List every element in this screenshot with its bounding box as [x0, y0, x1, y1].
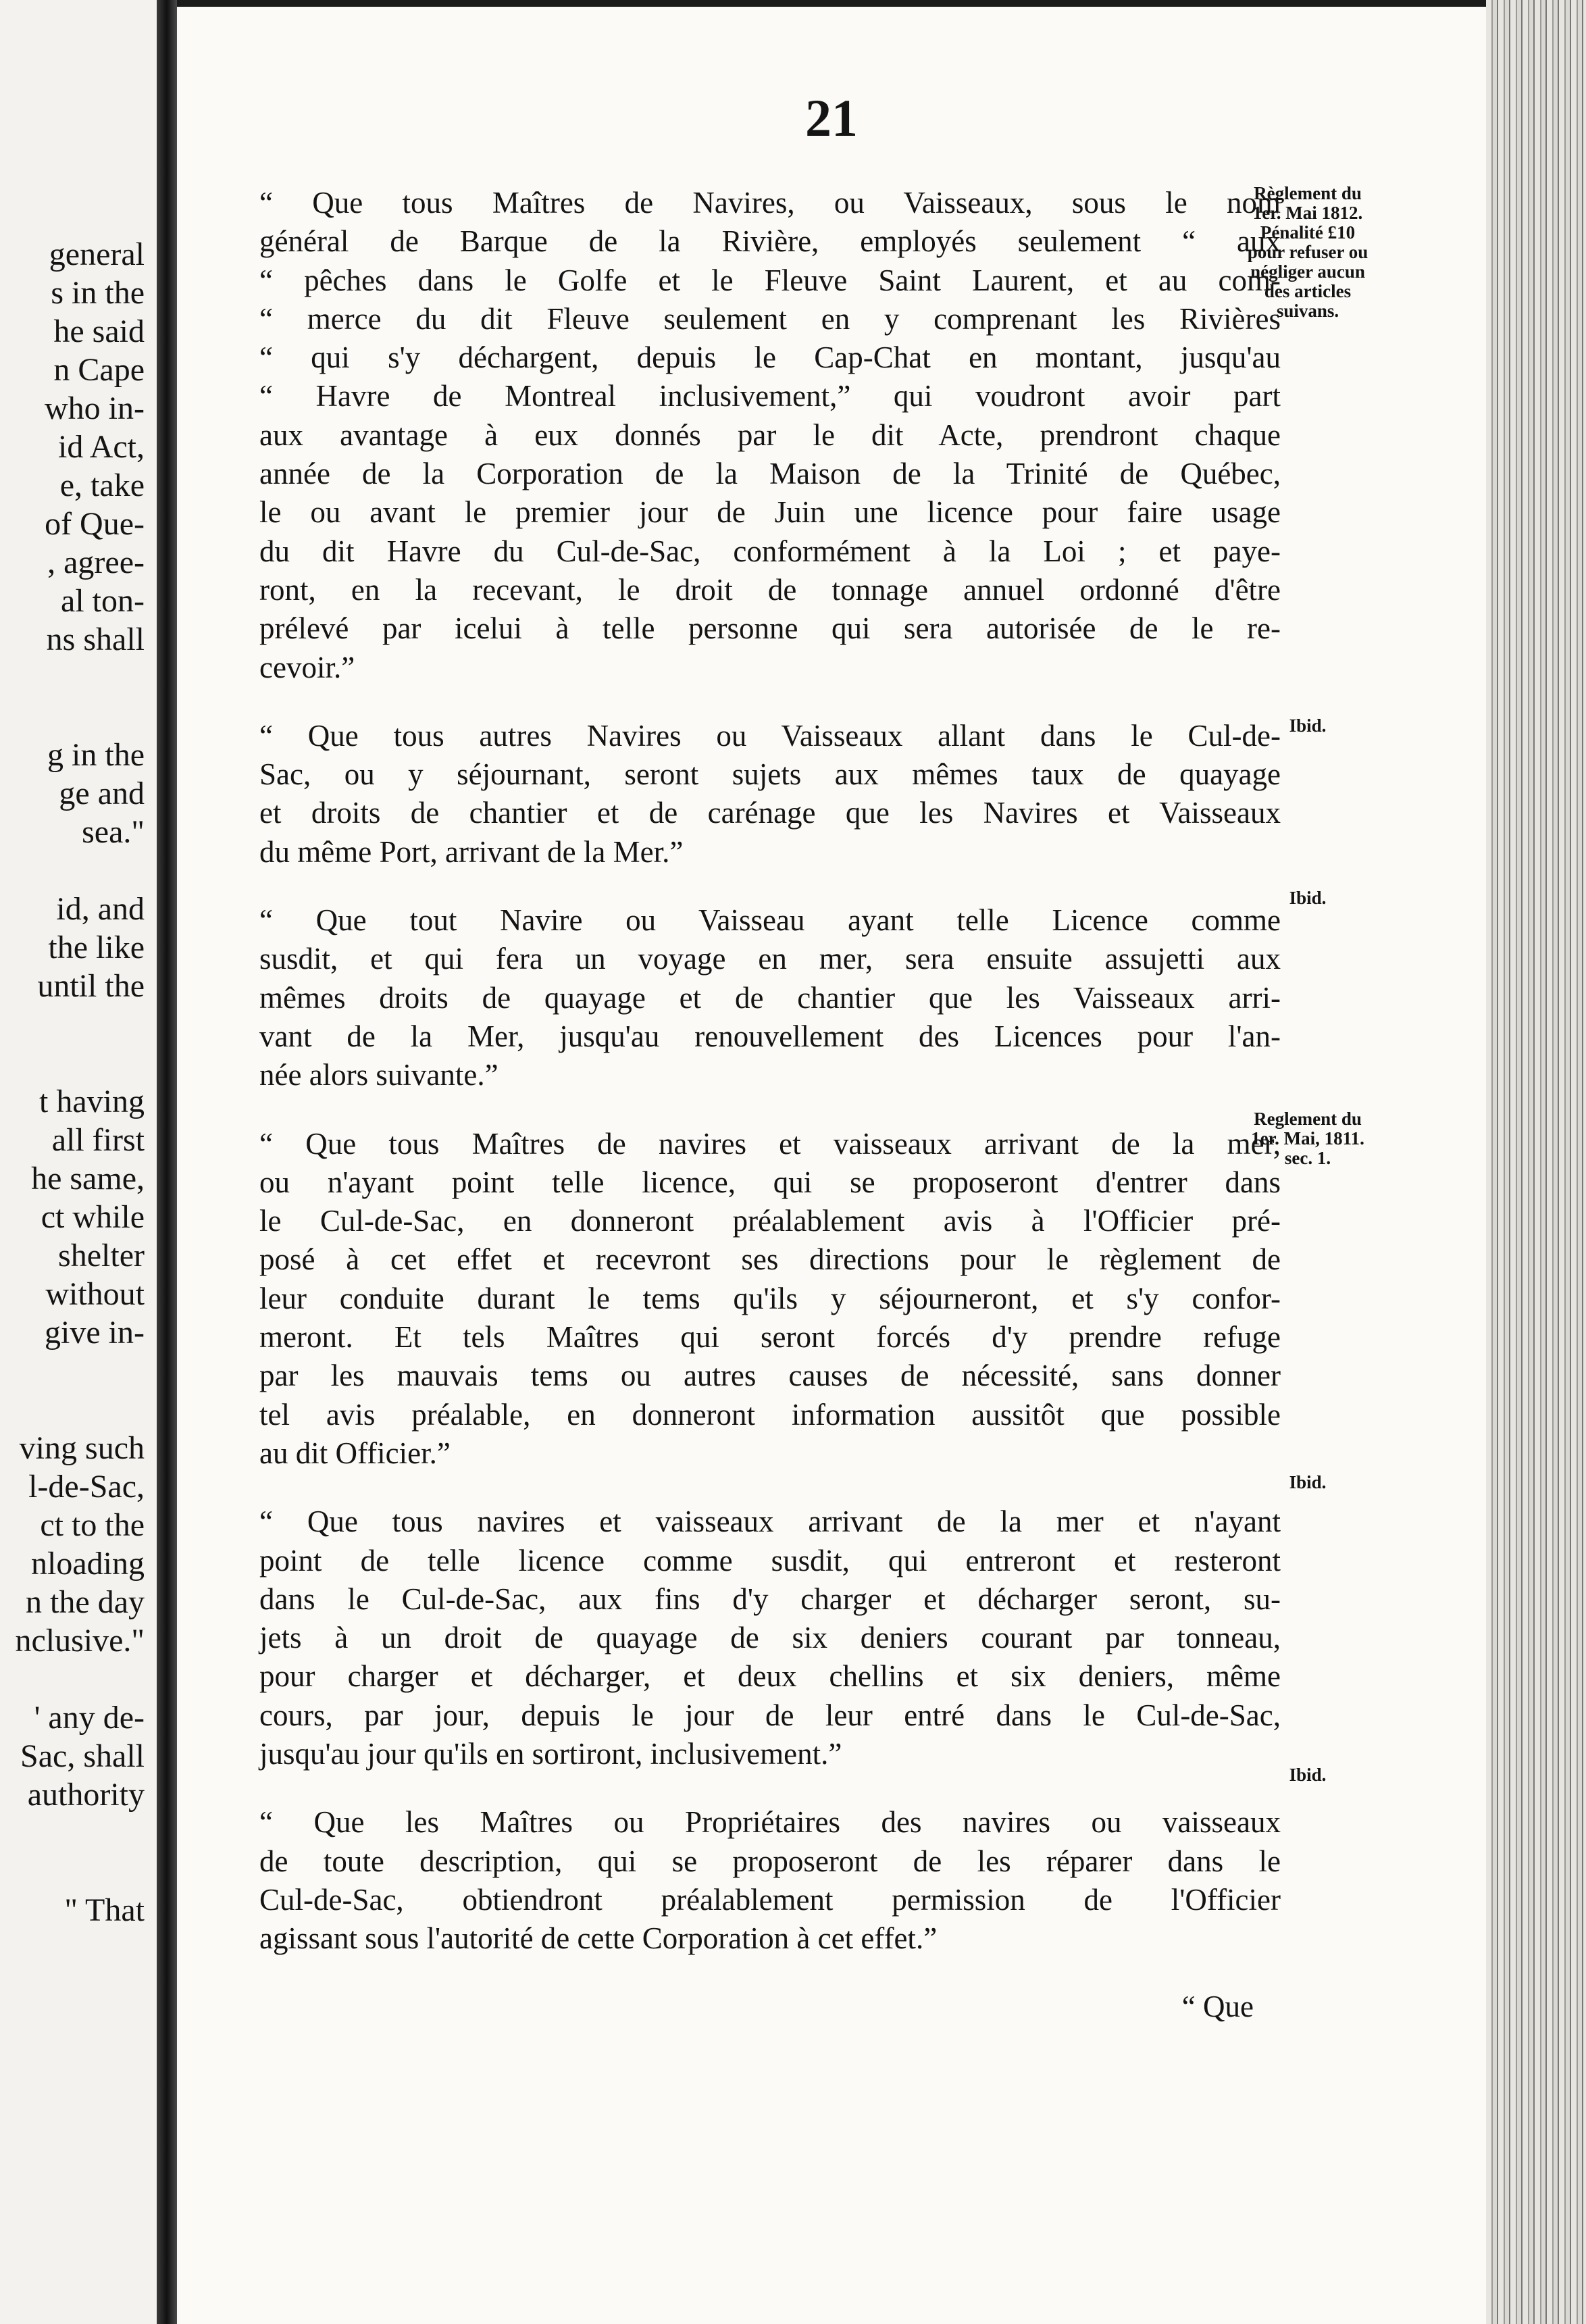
previous-page-line: ct to the	[40, 1507, 145, 1543]
paragraph	[232, 1125, 1281, 1473]
previous-page-line: the like	[48, 930, 145, 965]
margin-note-ibid-1: Ibid.	[1289, 715, 1327, 736]
previous-page-line	[15, 659, 145, 697]
text-line: “ Que tous Maîtres de navires et vaisseaux arrivant de la mer,	[259, 1126, 1281, 1161]
previous-page-line: s in the	[51, 275, 145, 311]
text-line: cours, par jour, depuis le jour de leur entré dans le Cul-de-Sac,	[259, 1698, 1281, 1732]
previous-page-edge	[0, 0, 157, 2324]
previous-page-line: until the	[37, 968, 145, 1004]
text-line: “ qui s'y déchargent, depuis le Cap-Chat en montant, jusqu'au	[259, 340, 1281, 375]
previous-page-line: all first	[51, 1122, 145, 1158]
previous-page-line: he said	[53, 313, 145, 349]
text-line: née alors suivante.”	[259, 1058, 498, 1092]
text-line: aux avantage à eux donnés par le dit Acte, prendront chaque	[259, 418, 1281, 452]
previous-page-line: sea."	[82, 814, 145, 850]
text-line: le Cul-de-Sac, en donneront préalablement avis à l'Officier pré-	[259, 1204, 1281, 1238]
text-line: jets à un droit de quayage de six deniers courant par tonneau,	[259, 1621, 1281, 1655]
text-line: point de telle licence comme susdit, qui entreront et resteront	[259, 1543, 1281, 1577]
text-line: du même Port, arrivant de la Mer.”	[259, 834, 684, 869]
previous-page-line: t having	[39, 1084, 145, 1119]
previous-page-line	[15, 1852, 145, 1891]
previous-page-line: without	[45, 1276, 145, 1312]
text-line: pour charger et décharger, et deux chellins et six deniers, même	[259, 1659, 1281, 1694]
text-line: le ou avant le premier jour de Juin une licence pour faire usage	[259, 495, 1281, 530]
previous-page-line: ns shall	[46, 622, 145, 657]
text-line: susdit, et qui fera un voyage en mer, sera ensuite assujetti aux	[259, 942, 1281, 976]
text-line: mêmes droits de quayage et de chantier que les Vaisseaux arri-	[259, 980, 1281, 1015]
paragraph	[232, 184, 1281, 687]
previous-page-line	[15, 851, 145, 890]
book-gutter	[157, 0, 177, 2324]
text-line: par les mauvais tems ou autres causes de nécessité, sans donner	[259, 1359, 1281, 1393]
previous-page-line: give in-	[45, 1315, 145, 1350]
margin-note-ibid-2: Ibid.	[1289, 888, 1327, 908]
text-line: “ Que tous autres Navires ou Vaisseaux allant dans le Cul-de-	[259, 718, 1281, 753]
previous-page-line	[15, 1390, 145, 1429]
text-line: de toute description, qui se proposeront de les réparer dans le	[259, 1844, 1281, 1878]
text-line: meront. Et tels Maîtres qui seront forcés d'y prendre refuge	[259, 1320, 1281, 1355]
previous-page-line	[15, 1005, 145, 1044]
previous-page-line: g in the	[47, 737, 145, 773]
text-line: leur conduite durant le tems qu'ils y séjourneront, et s'y confor-	[259, 1281, 1281, 1315]
text-line: général de Barque de la Rivière, employés seulement “ aux	[259, 224, 1281, 259]
text-line: “ Havre de Montreal inclusivement,” qui voudront avoir part	[259, 379, 1281, 413]
margin-note-ibid-4: Ibid.	[1289, 1765, 1327, 1785]
previous-page-line: general	[49, 236, 145, 272]
text-line: “ pêches dans le Golfe et le Fleuve Saint Laurent, et au com-	[259, 263, 1281, 297]
text-line: posé à cet effet et recevront ses directions pour le règlement de	[259, 1242, 1281, 1277]
previous-page-line: ' any de-	[34, 1700, 145, 1736]
paragraph	[232, 1803, 1281, 1958]
previous-page-line	[15, 1814, 145, 1852]
previous-page-line: , agree-	[47, 545, 145, 580]
page-number: 21	[805, 89, 858, 147]
text-line: “ Que les Maîtres ou Propriétaires des navires ou vaisseaux	[259, 1805, 1281, 1840]
text-line: au dit Officier.”	[259, 1436, 451, 1470]
text-line: du dit Havre du Cul-de-Sac, conformément à la Loi ; et paye-	[259, 534, 1281, 568]
text-line: tel avis préalable, en donneront information aussitôt que possible	[259, 1397, 1281, 1432]
previous-page-text	[15, 235, 145, 1929]
text-line: et droits de chantier et de carénage que les Navires et Vaisseaux	[259, 796, 1281, 830]
text-line: prélevé par icelui à telle personne qui sera autorisée de le re-	[259, 611, 1281, 646]
previous-page-line: nclusive."	[15, 1623, 145, 1659]
previous-page-line: l-de-Sac,	[28, 1469, 145, 1505]
previous-page-line: n the day	[26, 1584, 145, 1620]
previous-page-line	[15, 1352, 145, 1390]
text-line: ou n'ayant point telle licence, qui se proposeront d'entrer dans	[259, 1165, 1281, 1199]
text-line: agissant sous l'autorité de cette Corporation à cet effet.”	[259, 1921, 938, 1956]
previous-page-line: Sac, shall	[20, 1738, 145, 1774]
previous-page-line: of Que-	[45, 506, 145, 542]
previous-page-line: " That	[64, 1892, 145, 1928]
text-line: ront, en la recevant, le droit de tonnage annuel ordonné d'être	[259, 572, 1281, 607]
previous-page-line	[15, 1044, 145, 1082]
previous-page-line: n Cape	[53, 352, 145, 388]
previous-page-line: id Act,	[58, 429, 145, 465]
page	[177, 7, 1486, 2324]
paragraph	[232, 1502, 1281, 1773]
margin-note-reglement-1811: Reglement du 1er. Mai, 1811. sec. 1.	[1251, 1109, 1364, 1168]
text-line: cevoir.”	[259, 650, 355, 684]
margin-note-ibid-3: Ibid.	[1289, 1472, 1327, 1492]
previous-page-line: id, and	[56, 891, 145, 927]
previous-page-line	[15, 1660, 145, 1698]
body-text	[232, 184, 1281, 2026]
text-line: dans le Cul-de-Sac, aux fins d'y charger et décharger seront, su-	[259, 1582, 1281, 1616]
previous-page-line: authority	[27, 1777, 145, 1813]
paragraph	[232, 901, 1281, 1094]
text-line: vant de la Mer, jusqu'au renouvellement des Licences pour l'an-	[259, 1019, 1281, 1053]
catchword: “ Que	[1181, 1990, 1254, 2024]
previous-page-line: he same,	[31, 1161, 145, 1196]
previous-page-line: who in-	[45, 390, 145, 426]
page-stack-edges	[1486, 0, 1586, 2324]
margin-note-reglement-1812: Règlement du 1er. Mai 1812. Pénalité £10 pour refuser ou négliger aucun des articles suivans.	[1247, 183, 1368, 321]
previous-page-line: e, take	[59, 468, 145, 503]
previous-page-line: al ton-	[61, 583, 145, 619]
text-line: “ Que tout Navire ou Vaisseau ayant telle Licence comme	[259, 903, 1281, 938]
text-line: “ merce du dit Fleuve seulement en y comprenant les Rivières	[259, 301, 1281, 336]
text-line: année de la Corporation de la Maison de la Trinité de Québec,	[259, 457, 1281, 491]
previous-page-line: shelter	[58, 1238, 145, 1273]
previous-page-line: ving such	[19, 1430, 145, 1466]
text-line: Cul-de-Sac, obtiendront préalablement permission de l'Officier	[259, 1882, 1281, 1917]
paragraph	[232, 717, 1281, 872]
previous-page-line	[15, 697, 145, 736]
previous-page-line: nloading	[31, 1546, 145, 1582]
text-line: jusqu'au jour qu'ils en sortiront, inclusivement.”	[259, 1736, 842, 1771]
previous-page-line: ct while	[41, 1199, 145, 1235]
text-line: “ Que tous navires et vaisseaux arrivant de la mer et n'ayant	[259, 1505, 1281, 1539]
previous-page-line: ge and	[59, 776, 145, 811]
text-line: Sac, ou y séjournant, seront sujets aux mêmes taux de quayage	[259, 757, 1281, 792]
text-line: “ Que tous Maîtres de Navires, ou Vaisseaux, sous le nom	[259, 186, 1281, 220]
